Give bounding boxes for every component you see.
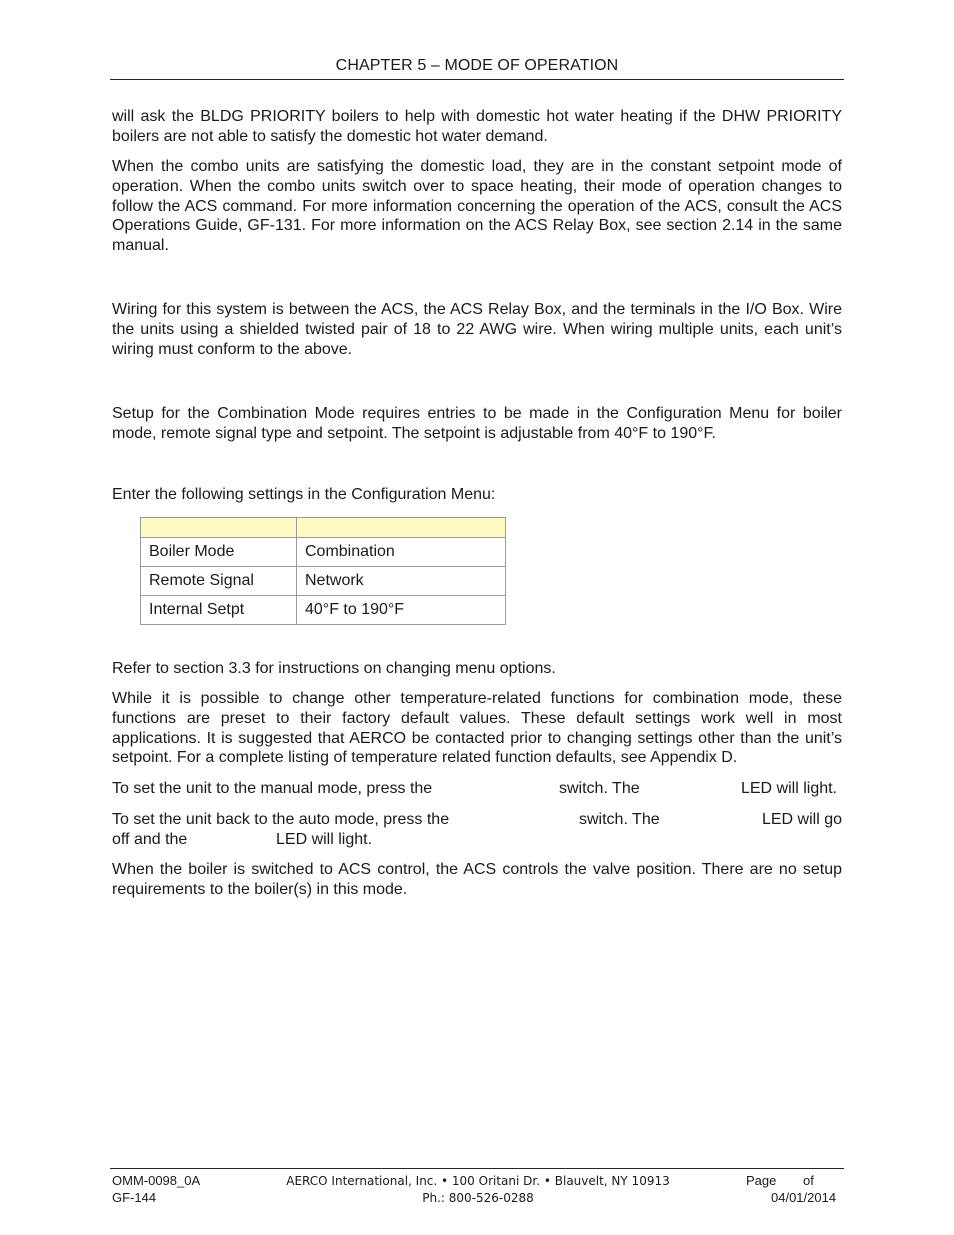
paragraph-refer-section: Refer to section 3.3 for instructions on changing menu options.: [112, 660, 556, 677]
table-row: [141, 538, 506, 567]
chapter-title: CHAPTER 5 – MODE OF OPERATION: [335, 57, 619, 74]
setting-name: Boiler Mode: [141, 538, 297, 567]
setting-name: Internal Setpt: [141, 596, 297, 625]
table-header-row: [141, 518, 506, 538]
paragraph-temperature-functions: While it is possible to change other temperature-related functions for combination mode, these functions are preset to their factory default values. These default settings work well in most applications. It is suggested that AERCO be contacted prior to changing settings other than the unit’s setpoint. For a complete listing of temperature related function defaults, see Appendix D.: [112, 690, 842, 767]
paragraph-enter-settings: Enter the following settings in the Configuration Menu:: [112, 486, 496, 503]
company-address: AERCO International, Inc. • 100 Oritani Dr. • Blauvelt, NY 10913: [286, 1174, 670, 1188]
table-row: [141, 596, 506, 625]
paragraph-wiring: Wiring for this system is between the ACS, the ACS Relay Box, and the terminals in the I/O Box. Wire the units using a shielded twisted pair of 18 to 22 AWG wire. When wiring multiple units, each unit’s wiring must conform to the above.: [112, 301, 842, 358]
auto-mode-text-c: LED will go: [761, 811, 842, 828]
manual-mode-text-b: switch. The: [559, 780, 640, 797]
company-phone: Ph.: 800-526-0288: [422, 1191, 534, 1205]
table-row: [141, 567, 506, 596]
setting-value: 40°F to 190°F: [297, 596, 506, 625]
setting-value: Combination: [297, 538, 506, 567]
revision-date: 04/01/2014: [771, 1190, 837, 1205]
header-divider: [110, 79, 844, 80]
footer-divider: [110, 1168, 844, 1169]
paragraph-acs-control: When the boiler is switched to ACS control, the ACS controls the valve position. There are no setup requirements to the boiler(s) in this mode.: [112, 861, 842, 898]
setting-name: Remote Signal: [141, 567, 297, 596]
paragraph-setup: Setup for the Combination Mode requires entries to be made in the Configuration Menu for boiler mode, remote signal type and setpoint. The setpoint is adjustable from 40°F to 190°F.: [112, 405, 842, 442]
paragraph-priority: will ask the BLDG PRIORITY boilers to help with domestic hot water heating if the DHW PRIORITY boilers are not able to satisfy the domestic hot water demand.: [112, 108, 842, 145]
auto-mode-text-a: To set the unit back to the auto mode, press the: [112, 811, 450, 828]
doc-id: GF-144: [112, 1190, 157, 1205]
manual-mode-text-c: LED will light.: [740, 780, 837, 797]
doc-number: OMM-0098_0A: [112, 1173, 201, 1188]
auto-mode-instruction: [112, 810, 842, 850]
manual-mode-text-a: To set the unit to the manual mode, press the: [112, 780, 433, 797]
auto-mode-text-b: switch. The: [579, 811, 660, 828]
page-label: Page: [746, 1173, 777, 1188]
setting-value: Network: [297, 567, 506, 596]
table-header-cell: [297, 518, 506, 538]
auto-mode-text-e: LED will light.: [276, 830, 373, 848]
paragraph-combo-units: When the combo units are satisfying the domestic load, they are in the constant setpoint mode of operation. When the combo units switch over to space heating, their mode of operation changes to follow the ACS command. For more information concerning the operation of the ACS, consult the ACS Operations Guide, GF-131. For more information on the ACS Relay Box, see section 2.14 in the same manual.: [112, 158, 842, 255]
auto-mode-text-d: off and the: [112, 830, 188, 848]
page-of-label: of: [803, 1173, 814, 1188]
settings-table: [140, 517, 506, 625]
table-header-cell: [141, 518, 297, 538]
